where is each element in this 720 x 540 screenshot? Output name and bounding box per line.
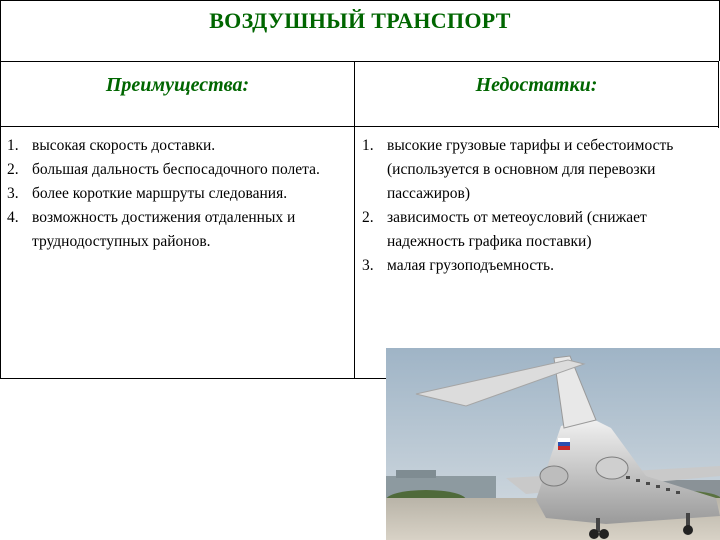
list-item: 3. малая грузоподъемность.	[362, 257, 554, 274]
header-divider	[0, 126, 719, 127]
comparison-table	[0, 61, 719, 379]
list-item: 2. большая дальность беспосадочного полета.	[7, 161, 320, 178]
list-item: 1. высокая скорость доставки.	[7, 137, 216, 154]
disadvantages-heading: Недостатки:	[475, 74, 598, 96]
list-item: 3. более короткие маршруты следования.	[7, 185, 288, 202]
airplane-photo	[386, 348, 720, 540]
title-box	[0, 0, 720, 61]
disadvantages-list	[355, 134, 720, 278]
list-item: 2. зависимость от метеоусловий (снижает надежность графика поставки)	[362, 209, 647, 250]
advantages-list	[0, 134, 330, 254]
list-item: 4. возможность достижения отдаленных и труднодоступных районов.	[7, 209, 296, 250]
page-title: ВОЗДУШНЫЙ ТРАНСПОРТ	[209, 8, 511, 33]
list-item: 1. высокие грузовые тарифы и себестоимость (используется в основном для перевозки пассажиров)	[362, 137, 674, 202]
advantages-heading: Преимущества:	[105, 74, 250, 96]
table-border-right	[718, 62, 719, 128]
